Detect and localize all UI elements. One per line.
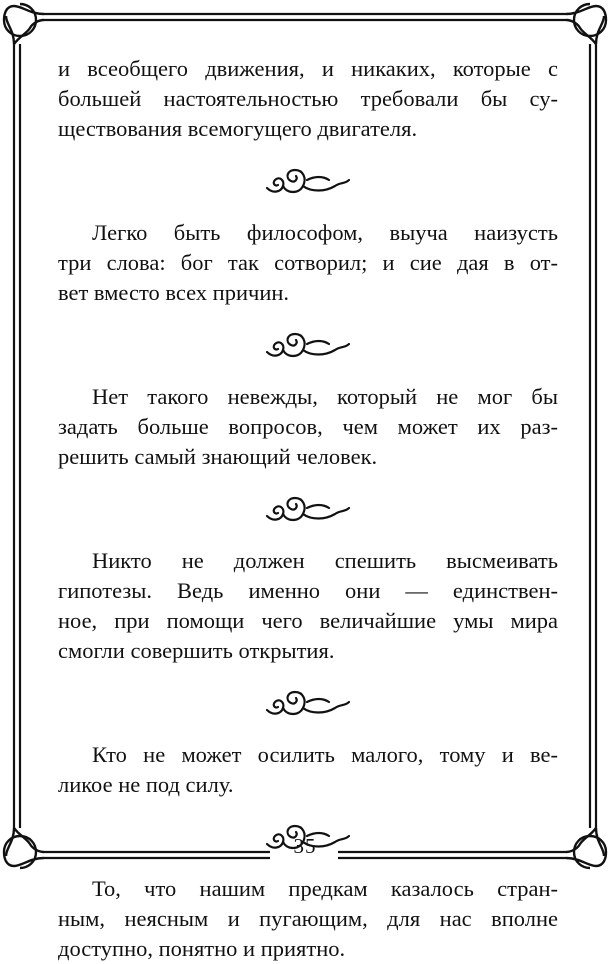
paragraph [58,218,558,308]
paragraph [58,54,558,144]
text-line: Легко быть философом, выуча наизусть [92,220,558,245]
paragraph [58,382,558,472]
swirl-ornament-icon [263,492,353,526]
paragraph [58,546,558,666]
text-line: Кто не может осилить малого, тому и ве- [92,742,558,767]
page-number: 35 [293,834,317,858]
text-line: смогли совершить открытия. [58,638,335,663]
text-line: три слова: бог так сотворил; и сие дая в от- [58,250,558,275]
text-line: ликое не под силу. [58,772,234,797]
text-line: ществования всемогущего двигателя. [58,116,418,141]
swirl-ornament-icon [263,686,353,720]
paragraph [58,740,558,800]
text-line: Нет такого невежды, который не мог бы [92,384,558,409]
text-line: задать больше вопросов, чем может их раз- [58,414,558,439]
text-line: ным, неясным и пугающим, для нас вполне [58,906,558,931]
text-line: Никто не должен спешить высмеивать [92,548,558,573]
text-line: и всеобщего движения, и никаких, которые с [58,56,558,81]
text-line: решить самый знающий человек. [58,444,378,469]
text-line: ное, при помощи чего величайшие умы мира [58,608,558,633]
paragraph [58,874,558,964]
text-line: большей настоятельностью требовали бы су- [58,86,558,111]
text-line: гипотезы. Ведь именно они — единствен- [58,578,558,603]
swirl-ornament-icon [263,164,353,198]
text-line: доступно, понятно и приятно. [58,936,346,961]
swirl-ornament-icon [263,328,353,362]
text-line: То, что нашим предкам казалось стран- [92,876,558,901]
text-body [58,54,558,964]
text-line: вет вместо всех причин. [58,280,290,305]
